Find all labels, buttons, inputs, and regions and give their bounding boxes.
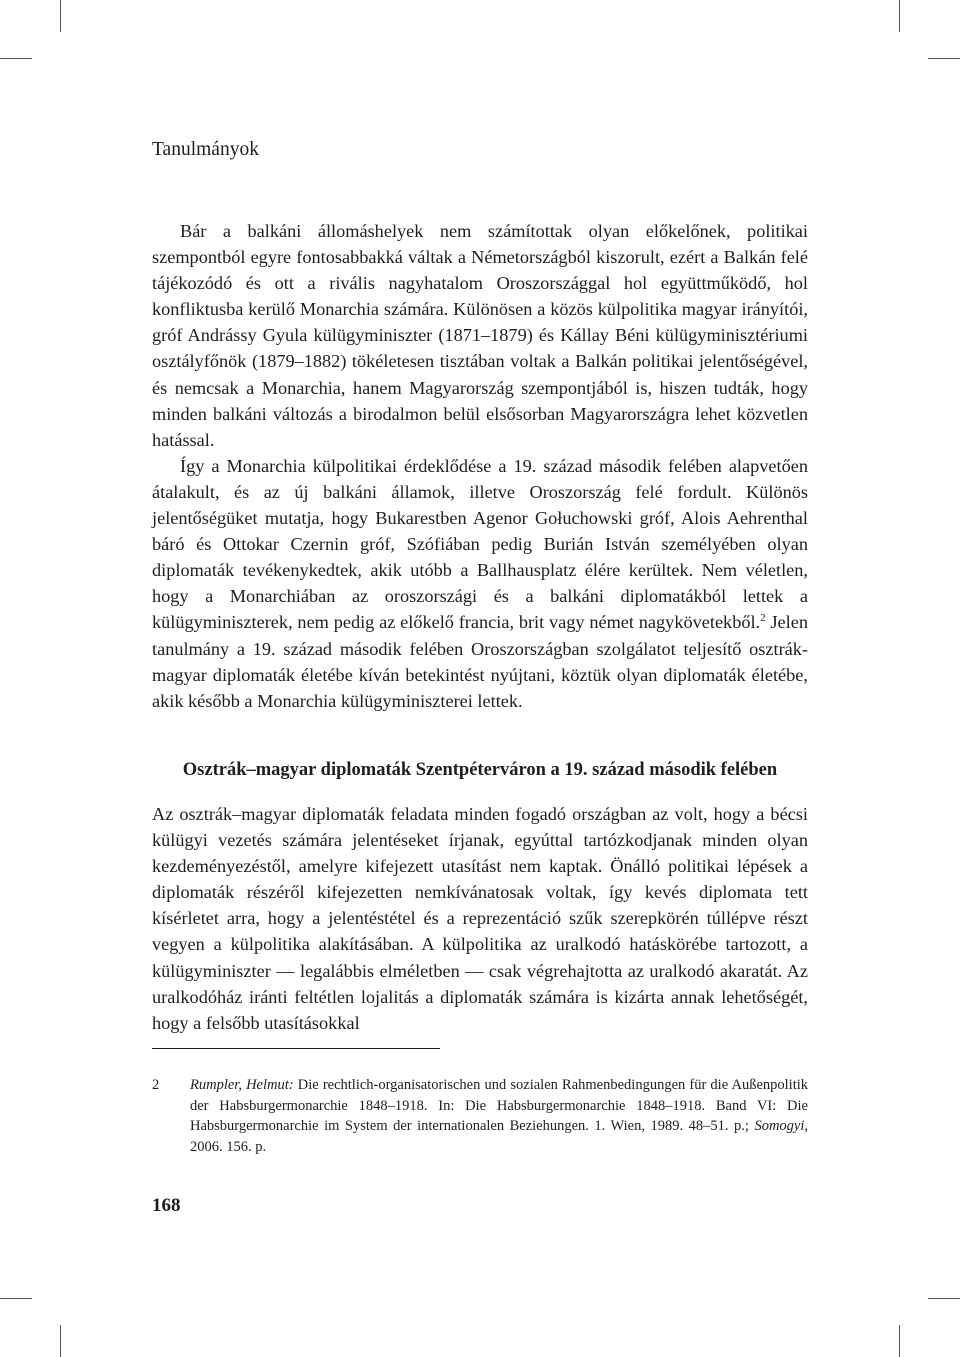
footnote-reference[interactable]: 2 — [760, 612, 766, 625]
crop-mark — [928, 1298, 960, 1299]
section-heading: Osztrák–magyar diplomaták Szentpéterváron a 19. század második felében — [182, 760, 778, 780]
footnote-author: Somogyi, — [754, 1118, 808, 1135]
crop-mark — [899, 0, 900, 32]
crop-mark — [0, 1298, 32, 1299]
footnote-divider — [152, 1048, 440, 1049]
footnote-citation: Die rechtlich-organisatorischen und sozialen Rahmenbedingungen für die Außenpolitik der Habsburgermonarchie 1848–1918. In: Die Habsburgermonarchie 1848–1918. Band VI: Die Habsburgermonarchie im System der internationalen Beziehungen. 1. Wien, 1989. 48–51. p.; — [190, 1077, 808, 1135]
crop-mark — [928, 58, 960, 59]
crop-mark — [60, 0, 61, 32]
intro-text — [152, 218, 808, 714]
paragraph: Az osztrák–magyar diplomaták feladata minden fogadó országban az volt, hogy a bécsi külügyi vezetés számára jelentéseket írjanak, egyúttal tartózkodjanak minden olyan kezdeményezéstől, amelyre kifejezett utasítást nem kaptak. Önálló politikai lépések a diplomaták részéről kifejezetten nemkívánatosak voltak, így kevés diplomata tett kísérletet arra, hogy a jelentéstétel és a reprezentáció szűk szerepkörén túllépve részt vegyen a külpolitika alakításában. A külpolitika az uralkodó hatáskörébe tartozott, a külügyminiszter — legalábbis elméletben — csak végrehajtotta az uralkodó akaratát. Az uralkodóház iránti feltétlen lojalitás a diplomaták számára is kizárta annak lehetőségét, hogy a felsőbb utasításokkal — [152, 804, 808, 1033]
crop-mark — [60, 1325, 61, 1357]
paragraph: Bár a balkáni állomáshelyek nem számítottak olyan előkelőnek, politikai szempontból egyre fontosabbakká váltak a Németországból kiszorult, ezért a Balkán felé tájékozódó és ott a rivális nagyhatalom Oroszországgal hol együttműködő, hol konfliktusba kerülő Monarchia számára. Különösen a közös külpolitika magyar irányítói, gróf Andrássy Gyula külügyminiszter (1871–1879) és Kállay Béni külügyminisztériumi osztályfőnök (1879–1882) tökéletesen tisztában voltak a Balkán politikai jelentőségével, és nemcsak a Monarchia, hanem Magyarország szempontjából is, hiszen tudták, hogy minden balkáni változás a birodalmon belül elsősorban Magyarországra lehet közvetlen hatással. — [152, 221, 808, 450]
footnote-author: Rumpler, Helmut: — [190, 1077, 294, 1093]
footnote-number: 2 — [152, 1077, 160, 1093]
crop-mark — [899, 1325, 900, 1357]
footnote-citation: 2006. 156. p. — [190, 1138, 267, 1155]
page-number: 168 — [152, 1195, 181, 1216]
footnote — [152, 1075, 808, 1157]
footnote-text — [190, 1075, 808, 1157]
paragraph — [152, 453, 808, 714]
paragraph-text: Jelen tanulmány a 19. század második felében Oroszországban szolgálatot teljesítő osztrák-magyar diplomaták életébe kíván betekintést nyújtani, köztük olyan diplomaták életébe, akik később a Monarchia külügyminiszterei lettek. — [152, 612, 808, 711]
crop-mark — [0, 58, 32, 59]
section-text — [152, 801, 808, 1036]
running-head: Tanulmányok — [152, 139, 259, 160]
paragraph-text: Így a Monarchia külpolitikai érdeklődése a 19. század második felében alapvetően átalakult, és az új balkáni államok, illetve Oroszország felé fordult. Különös jelentőségüket mutatja, hogy Bukarestben Agenor Gołuchowski gróf, Alois Aehrenthal báró és Ottokar Czernin gróf, Szófiában pedig Burián István személyében olyan diplomaták tevékenykedtek, akik utóbb a Ballhausplatz élére kerültek. Nem véletlen, hogy a Monarchiában az oroszországi és a balkáni diplomatákból lettek a külügyminiszterek, nem pedig az előkelő francia, brit vagy német nagykövetekből. — [152, 455, 808, 633]
